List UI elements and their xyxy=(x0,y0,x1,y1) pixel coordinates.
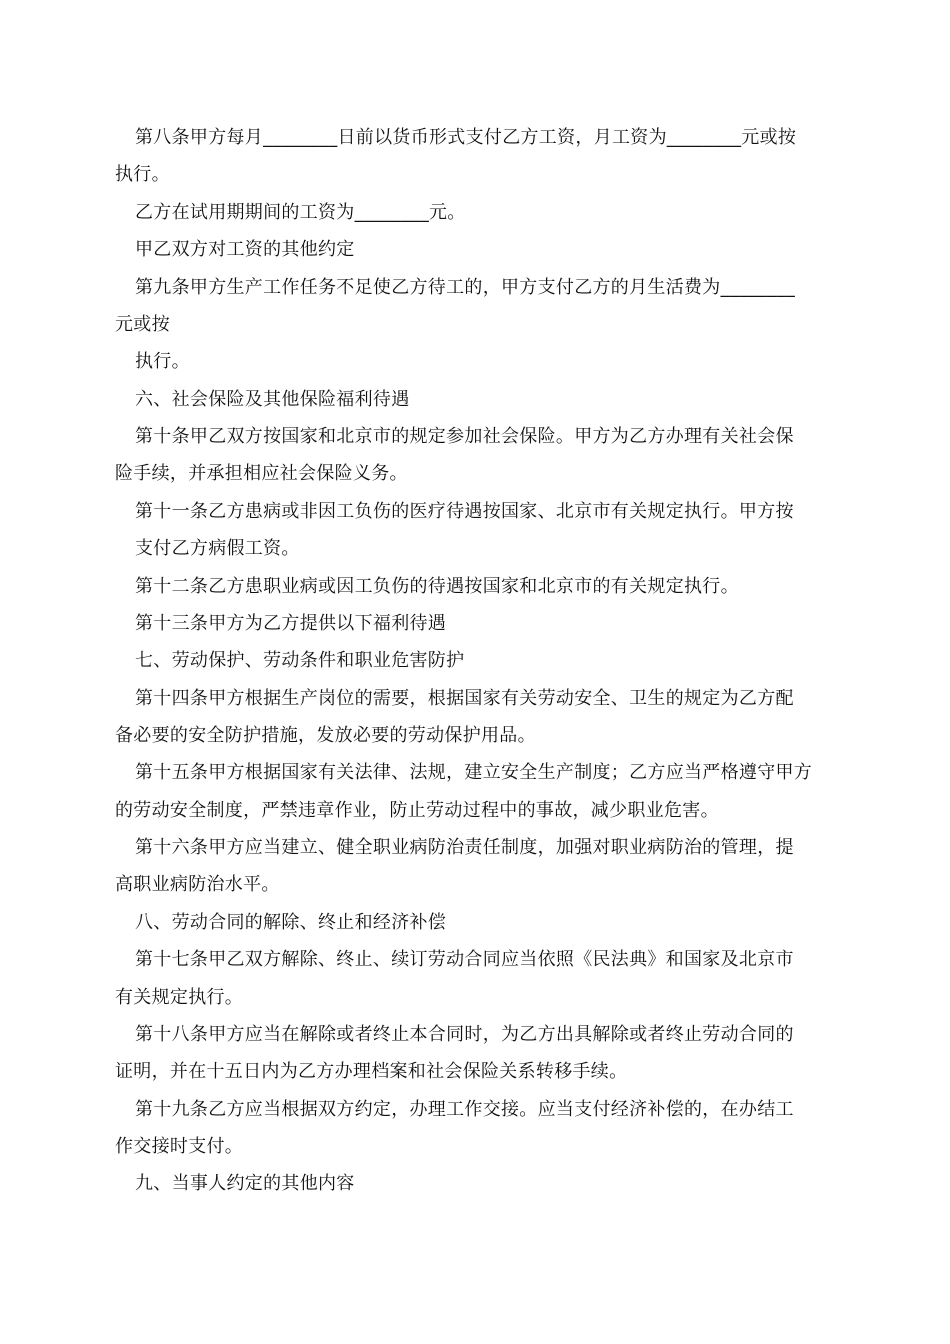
section-heading: 九、当事人约定的其他内容 xyxy=(135,1173,355,1194)
text-line: 第十三条甲方为乙方提供以下福利待遇 xyxy=(135,613,447,634)
text-line: 第十九条乙方应当根据双方约定，办理工作交接。应当支付经济补偿的，在办结工 xyxy=(135,1099,794,1120)
text-line: 第十五条甲方根据国家有关法律、法规，建立安全生产制度；乙方应当严格遵守甲方 xyxy=(135,762,813,783)
text-line: 第十一条乙方患病或非因工负伤的医疗待遇按国家、北京市有关规定执行。甲方按 xyxy=(135,501,794,522)
text-line: 第十二条乙方患职业病或因工负伤的待遇按国家和北京市的有关规定执行。 xyxy=(135,576,739,597)
text-line: 第八条甲方每月________日前以货币形式支付乙方工资，月工资为________元或按 xyxy=(135,127,797,148)
text-line: 证明，并在十五日内为乙方办理档案和社会保险关系转移手续。 xyxy=(115,1061,628,1082)
text-line: 有关规定执行。 xyxy=(115,987,244,1008)
text-line: 元或按 xyxy=(115,314,170,335)
section-heading: 八、劳动合同的解除、终止和经济补偿 xyxy=(135,912,447,933)
text-line: 第十八条甲方应当在解除或者终止本合同时，为乙方出具解除或者终止劳动合同的 xyxy=(135,1024,794,1045)
text-line: 执行。 xyxy=(115,164,170,185)
text-line: 作交接时支付。 xyxy=(115,1136,244,1157)
text-line: 险手续，并承担相应社会保险义务。 xyxy=(115,463,408,484)
text-line: 第十七条甲乙双方解除、终止、续订劳动合同应当依照《民法典》和国家及北京市 xyxy=(135,949,794,970)
text-line: 支付乙方病假工资。 xyxy=(135,538,300,559)
section-heading: 六、社会保险及其他保险福利待遇 xyxy=(135,389,410,410)
text-line: 第九条甲方生产工作任务不足使乙方待工的，甲方支付乙方的月生活费为________ xyxy=(135,277,795,298)
text-line: 执行。 xyxy=(135,351,190,372)
text-line: 第十四条甲方根据生产岗位的需要，根据国家有关劳动安全、卫生的规定为乙方配 xyxy=(135,688,794,709)
section-heading: 七、劳动保护、劳动条件和职业危害防护 xyxy=(135,650,465,671)
text-line: 备必要的安全防护措施，发放必要的劳动保护用品。 xyxy=(115,725,536,746)
text-line: 甲乙双方对工资的其他约定 xyxy=(135,239,355,260)
text-line: 的劳动安全制度，严禁违章作业，防止劳动过程中的事故，减少职业危害。 xyxy=(115,800,719,821)
text-line: 高职业病防治水平。 xyxy=(115,874,280,895)
text-line: 第十六条甲方应当建立、健全职业病防治责任制度，加强对职业病防治的管理，提 xyxy=(135,837,794,858)
text-line: 第十条甲乙双方按国家和北京市的规定参加社会保险。甲方为乙方办理有关社会保 xyxy=(135,426,794,447)
text-line: 乙方在试用期期间的工资为________元。 xyxy=(135,202,466,223)
